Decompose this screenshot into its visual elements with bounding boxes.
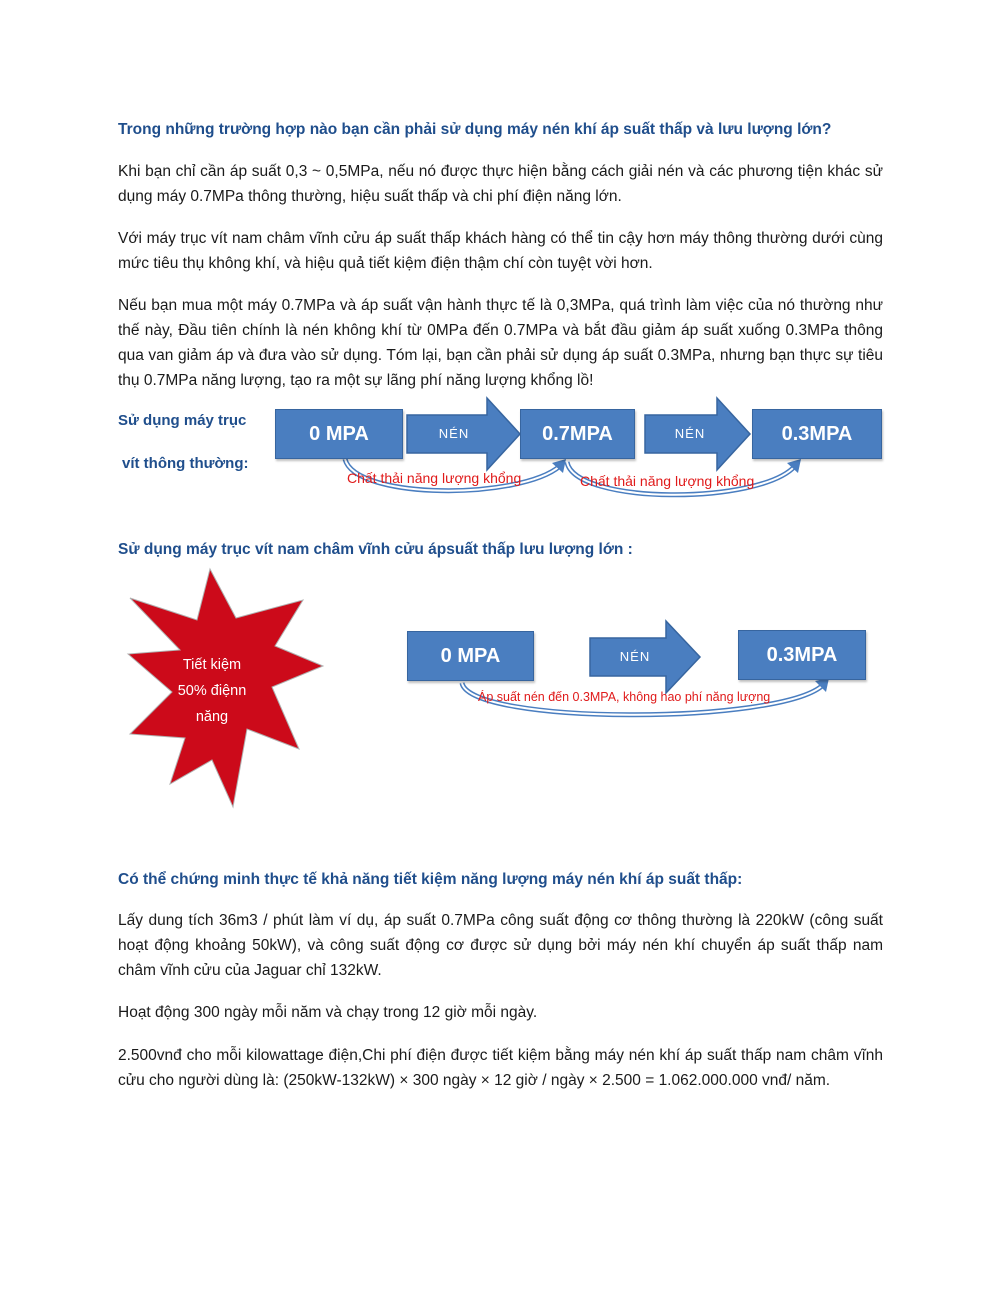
diagram1-note-2: Chất thải năng lượng khổng	[580, 473, 755, 489]
section-heading-3: Có thể chứng minh thực tế khả năng tiết kiệm năng lượng máy nén khí áp suất thấp:	[118, 871, 743, 888]
star-line-2: 50% điệnn	[177, 683, 247, 699]
diagram1-box-03mpa: 0.3MPA	[752, 409, 882, 459]
paragraph-3: Nếu bạn mua một máy 0.7MPa và áp suất vận hành thực tế là 0,3MPa, quá trình làm việc của nó thường như thế này, Đầu tiên chính là nén không khí từ 0MPa đến 0.7MPa và bắt đầu giảm áp suất xuống 0.3MPa thông qua van giảm áp và đưa vào sử dụng. Tóm lại, bạn cần phải sử dụng áp suất 0.3MPa, nhưng bạn thực sự tiêu thụ 0.7MPa năng lượng, tạo ra một sự lãng phí năng lượng khổng lồ!	[118, 297, 883, 389]
diagram1-label-line1: Sử dụng máy trục	[118, 412, 247, 429]
diagram1-box-07mpa: 0.7MPA	[520, 409, 635, 459]
diagram1-note-1: Chất thải năng lượng khổng	[347, 470, 522, 486]
paragraph-5: Hoạt động 300 ngày mỗi năm và chạy trong 12 giờ mỗi ngày.	[118, 1004, 538, 1021]
star-line-1: Tiết kiệm	[182, 657, 242, 673]
paragraph-6: 2.500vnđ cho mỗi kilowattage điện,Chi phí điện được tiết kiệm bằng máy nén khí áp suất thấp nam châm vĩnh cửu cho người dùng là: (250kW-132kW) × 300 ngày × 12 giờ / ngày × 2.500 = 1.062.000.000 vnđ/ năm.	[118, 1047, 883, 1089]
diagram1-arrow-2-label: NÉN	[674, 426, 706, 441]
diagram2-box-03mpa: 0.3MPA	[738, 630, 866, 680]
diagram1-arrow-1-label: NÉN	[438, 426, 470, 441]
paragraph-1: Khi bạn chỉ cần áp suất 0,3 ~ 0,5MPa, nếu nó được thực hiện bằng cách giải nén và các phương tiện khác sử dụng máy 0.7MPa thông thường, hiệu suất thấp và chi phí điện năng lớn.	[118, 163, 883, 205]
savings-star-text	[172, 652, 252, 730]
diagram1-box-0mpa: 0 MPA	[275, 409, 403, 459]
diagram2-box-0mpa: 0 MPA	[407, 631, 534, 681]
diagram2-note: Áp suất nén đến 0.3MPA, không hao phí năng lượng	[478, 690, 771, 704]
section-heading-1: Trong những trường hợp nào bạn cần phải sử dụng máy nén khí áp suất thấp và lưu lượng lớn?	[118, 121, 832, 138]
section-heading-2: Sử dụng máy trục vít nam châm vĩnh cửu ápsuất thấp lưu lượng lớn :	[118, 541, 633, 558]
paragraph-4: Lấy dung tích 36m3 / phút làm ví dụ, áp suất 0.7MPa công suất động cơ thông thường là 220kW (công suất hoạt động khoảng 50kW), và công suất động cơ được sử dụng bởi máy nén khí chuyển áp suất thấp nam châm vĩnh cửu của Jaguar chỉ 132kW.	[118, 912, 883, 979]
diagram2-arrow-label: NÉN	[619, 649, 651, 664]
star-line-3: năng	[195, 709, 229, 725]
diagram1-label-line2: vít thông thường:	[122, 455, 249, 472]
paragraph-2: Với máy trục vít nam châm vĩnh cửu áp suất thấp khách hàng có thể tin cậy hơn máy thông thường dưới cùng mức tiêu thụ không khí, và hiệu quả tiết kiệm điện thậm chí còn tuyệt vời hơn.	[118, 230, 883, 272]
